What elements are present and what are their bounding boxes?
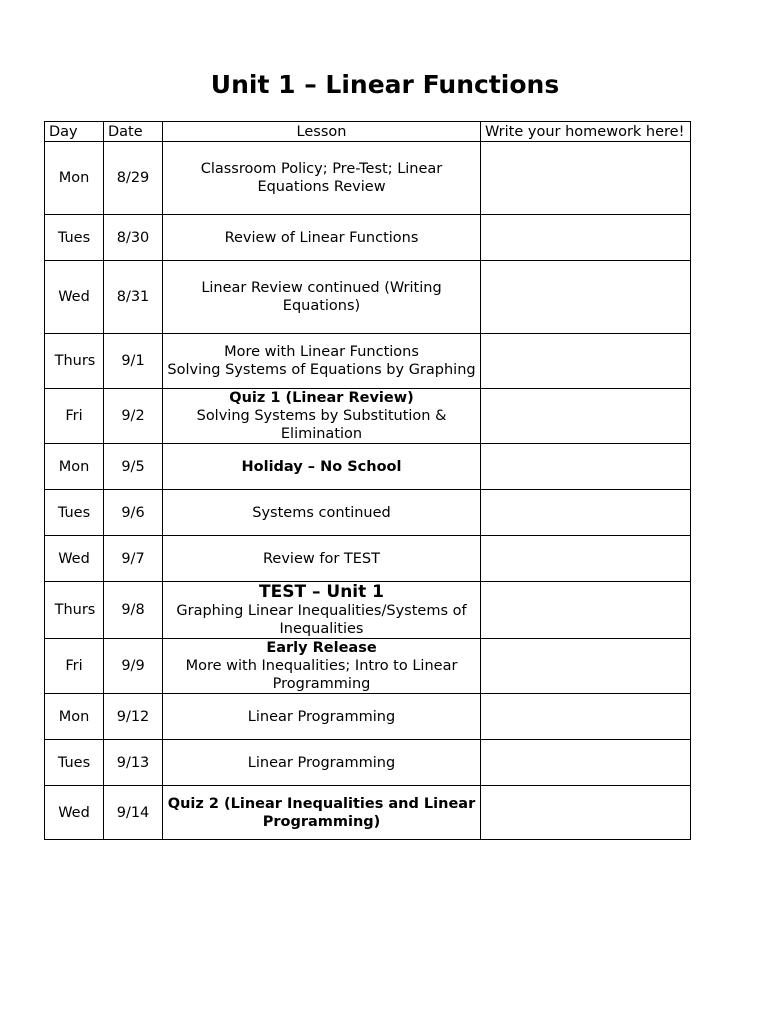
date-cell: 9/14 <box>104 786 163 840</box>
lesson-emphasis-text: Quiz 2 (Linear Inequalities and Linear Programming) <box>167 795 476 830</box>
table-row <box>45 142 691 215</box>
day-cell: Wed <box>45 536 104 582</box>
date-cell: 9/9 <box>104 639 163 694</box>
homework-cell[interactable] <box>481 389 691 444</box>
schedule-body <box>45 142 691 840</box>
day-cell: Tues <box>45 215 104 261</box>
date-cell: 8/30 <box>104 215 163 261</box>
lesson-cell <box>163 536 481 582</box>
lesson-text: More with Linear Functions <box>224 344 419 360</box>
lesson-text: Systems continued <box>252 504 391 521</box>
date-cell: 9/2 <box>104 389 163 444</box>
lesson-emphasis-text: Holiday – No School <box>241 458 402 475</box>
day-cell: Mon <box>45 694 104 740</box>
table-row <box>45 444 691 490</box>
day-cell: Fri <box>45 639 104 694</box>
lesson-cell <box>163 215 481 261</box>
homework-cell[interactable] <box>481 490 691 536</box>
date-cell: 9/5 <box>104 444 163 490</box>
lesson-cell <box>163 490 481 536</box>
table-row <box>45 536 691 582</box>
table-header-row <box>45 122 691 142</box>
homework-cell[interactable] <box>481 694 691 740</box>
column-header-homework: Write your homework here! <box>481 122 691 142</box>
table-row <box>45 740 691 786</box>
lesson-text: More with Inequalities; Intro to Linear Programming <box>185 658 458 692</box>
column-header-lesson: Lesson <box>163 122 481 142</box>
homework-cell[interactable] <box>481 639 691 694</box>
homework-cell[interactable] <box>481 536 691 582</box>
schedule-table <box>44 121 691 840</box>
table-row <box>45 639 691 694</box>
table-row <box>45 694 691 740</box>
homework-cell[interactable] <box>481 740 691 786</box>
column-header-date: Date <box>104 122 163 142</box>
table-row <box>45 490 691 536</box>
table-row <box>45 215 691 261</box>
date-cell: 9/6 <box>104 490 163 536</box>
homework-cell[interactable] <box>481 142 691 215</box>
lesson-cell <box>163 261 481 334</box>
lesson-cell <box>163 389 481 444</box>
homework-cell[interactable] <box>481 582 691 639</box>
lesson-cell <box>163 444 481 490</box>
column-header-day: Day <box>45 122 104 142</box>
lesson-text: Solving Systems of Equations by Graphing <box>167 362 476 378</box>
lesson-text: Review for TEST <box>263 550 380 567</box>
lesson-emphasis-text: Early Release <box>266 640 377 656</box>
date-cell: 9/1 <box>104 334 163 389</box>
date-cell: 9/8 <box>104 582 163 639</box>
day-cell: Mon <box>45 444 104 490</box>
date-cell: 9/7 <box>104 536 163 582</box>
homework-cell[interactable] <box>481 215 691 261</box>
homework-cell[interactable] <box>481 261 691 334</box>
day-cell: Tues <box>45 490 104 536</box>
day-cell: Tues <box>45 740 104 786</box>
date-cell: 8/31 <box>104 261 163 334</box>
lesson-text: Linear Programming <box>247 754 396 771</box>
day-cell: Wed <box>45 261 104 334</box>
day-cell: Thurs <box>45 334 104 389</box>
table-row <box>45 334 691 389</box>
lesson-cell <box>163 334 481 389</box>
page-title: Unit 1 – Linear Functions <box>210 70 560 99</box>
lesson-text: Linear Programming <box>247 708 396 725</box>
lesson-text: Review of Linear Functions <box>224 229 419 246</box>
day-cell: Thurs <box>45 582 104 639</box>
date-cell: 9/13 <box>104 740 163 786</box>
homework-cell[interactable] <box>481 786 691 840</box>
lesson-cell <box>163 740 481 786</box>
day-cell: Fri <box>45 389 104 444</box>
table-row <box>45 261 691 334</box>
table-row <box>45 786 691 840</box>
lesson-text: Solving Systems by Substitution & Elimination <box>196 408 447 442</box>
lesson-cell <box>163 582 481 639</box>
day-cell: Mon <box>45 142 104 215</box>
day-cell: Wed <box>45 786 104 840</box>
lesson-emphasis-text: Quiz 1 (Linear Review) <box>229 390 414 406</box>
homework-cell[interactable] <box>481 444 691 490</box>
date-cell: 8/29 <box>104 142 163 215</box>
lesson-cell <box>163 694 481 740</box>
lesson-text: Classroom Policy; Pre-Test; Linear Equations Review <box>200 161 443 195</box>
date-cell: 9/12 <box>104 694 163 740</box>
lesson-emphasis-text: TEST – Unit 1 <box>259 582 384 602</box>
lesson-cell <box>163 142 481 215</box>
table-row <box>45 582 691 639</box>
lesson-text: Linear Review continued (Writing Equations) <box>201 280 442 314</box>
lesson-cell <box>163 786 481 840</box>
lesson-text: Graphing Linear Inequalities/Systems of Inequalities <box>176 603 467 637</box>
homework-cell[interactable] <box>481 334 691 389</box>
table-row <box>45 389 691 444</box>
lesson-cell <box>163 639 481 694</box>
